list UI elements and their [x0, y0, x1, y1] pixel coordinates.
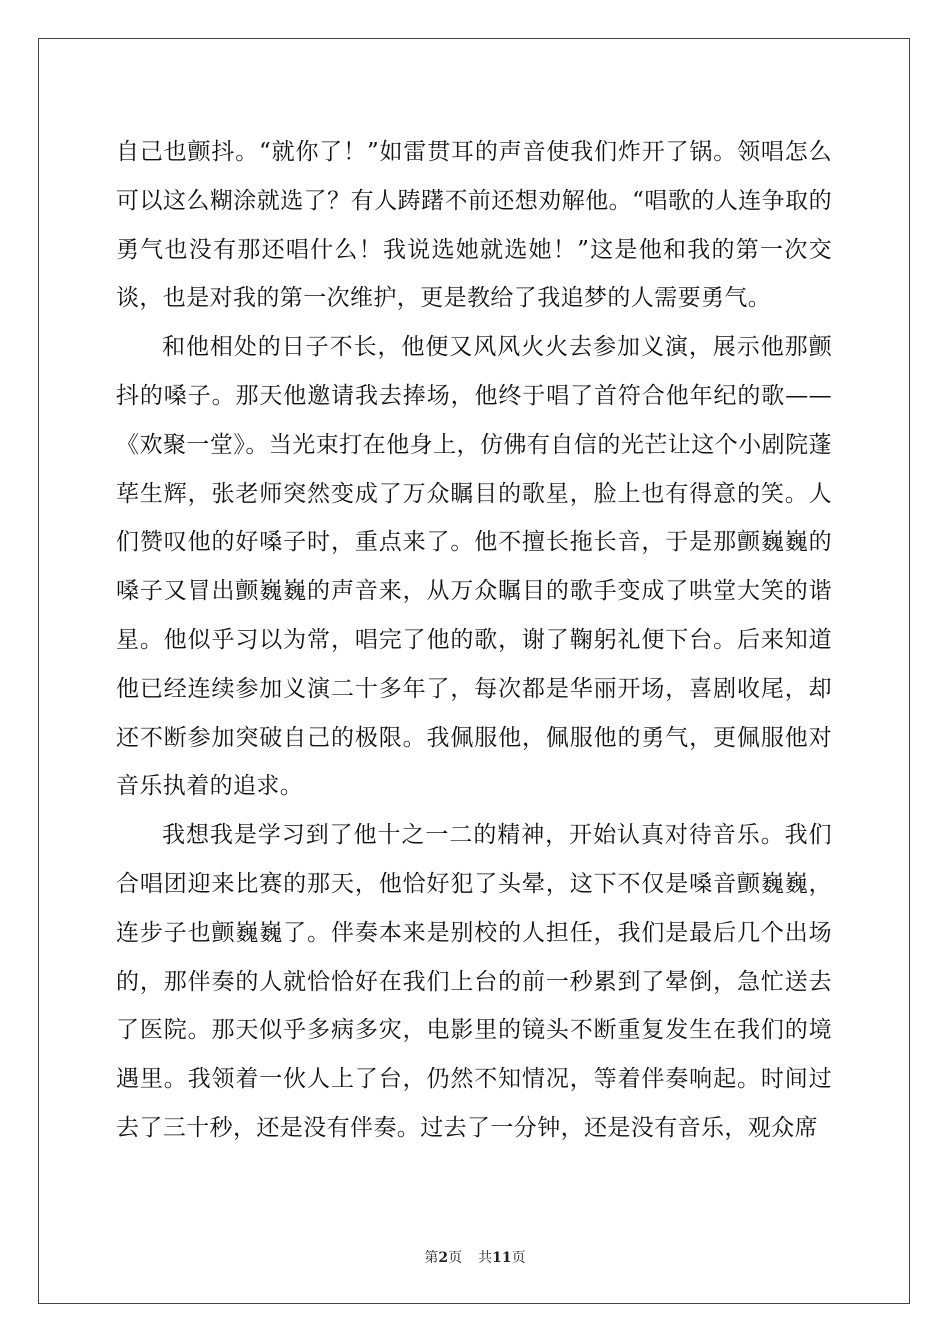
page-number: 2: [438, 1250, 449, 1266]
page-suffix: 页: [448, 1250, 463, 1266]
total-pages: 11: [492, 1250, 512, 1266]
paragraph-2: 和他相处的日子不长，他便又风风火火去参加义演，展示他那颤抖的嗓子。那天他邀请我去捧场，他终于唱了首符合他年纪的歌——《欢聚一堂》。当光束打在他身上，仿佛有自信的光芒让这个小剧院蓬荜生辉，张老师突然变成了万众瞩目的歌星，脸上也有得意的笑。人们赞叹他的好嗓子时，重点来了。他不擅长拖长音，于是那颤巍巍的嗓子又冒出颤巍巍的声音来，从万众瞩目的歌手变成了哄堂大笑的谐星。他似乎习以为常，唱完了他的歌，谢了鞠躬礼便下台。后来知道他已经连续参加义演二十多年了，每次都是华丽开场，喜剧收尾，却还不断参加突破自己的极限。我佩服他，佩服他的勇气，更佩服他对音乐执着的追求。: [116, 334, 832, 800]
page-prefix: 第: [424, 1250, 439, 1266]
paragraph-3: 我想我是学习到了他十之一二的精神，开始认真对待音乐。我们合唱团迎来比赛的那天，他恰好犯了头晕，这下不仅是嗓音颤巍巍，连步子也颤巍巍了。伴奏本来是别校的人担任，我们是最后几个出场的，那伴奏的人就恰恰好在我们上台的前一秒累到了晕倒，急忙送去了医院。那天似乎多病多灾，电影里的镜头不断重复发生在我们的境遇里。我领着一伙人上了台，仍然不知情况，等着伴奏响起。时间过去了三十秒，还是没有伴奏。过去了一分钟，还是没有音乐，观众席: [116, 822, 832, 1141]
paragraph-1: 自己也颤抖。“就你了！”如雷贯耳的声音使我们炸开了锅。领唱怎么可以这么糊涂就选了？有人踌躇不前还想劝解他。“唱歌的人连争取的勇气也没有那还唱什么！我说选她就选她！”这是他和我的第一次交谈，也是对我的第一次维护，更是教给了我追梦的人需要勇气。: [116, 139, 832, 312]
page-footer: [0, 1247, 950, 1267]
total-prefix: 共: [478, 1250, 493, 1266]
document-body: [116, 128, 832, 1153]
total-suffix: 页: [511, 1250, 526, 1266]
